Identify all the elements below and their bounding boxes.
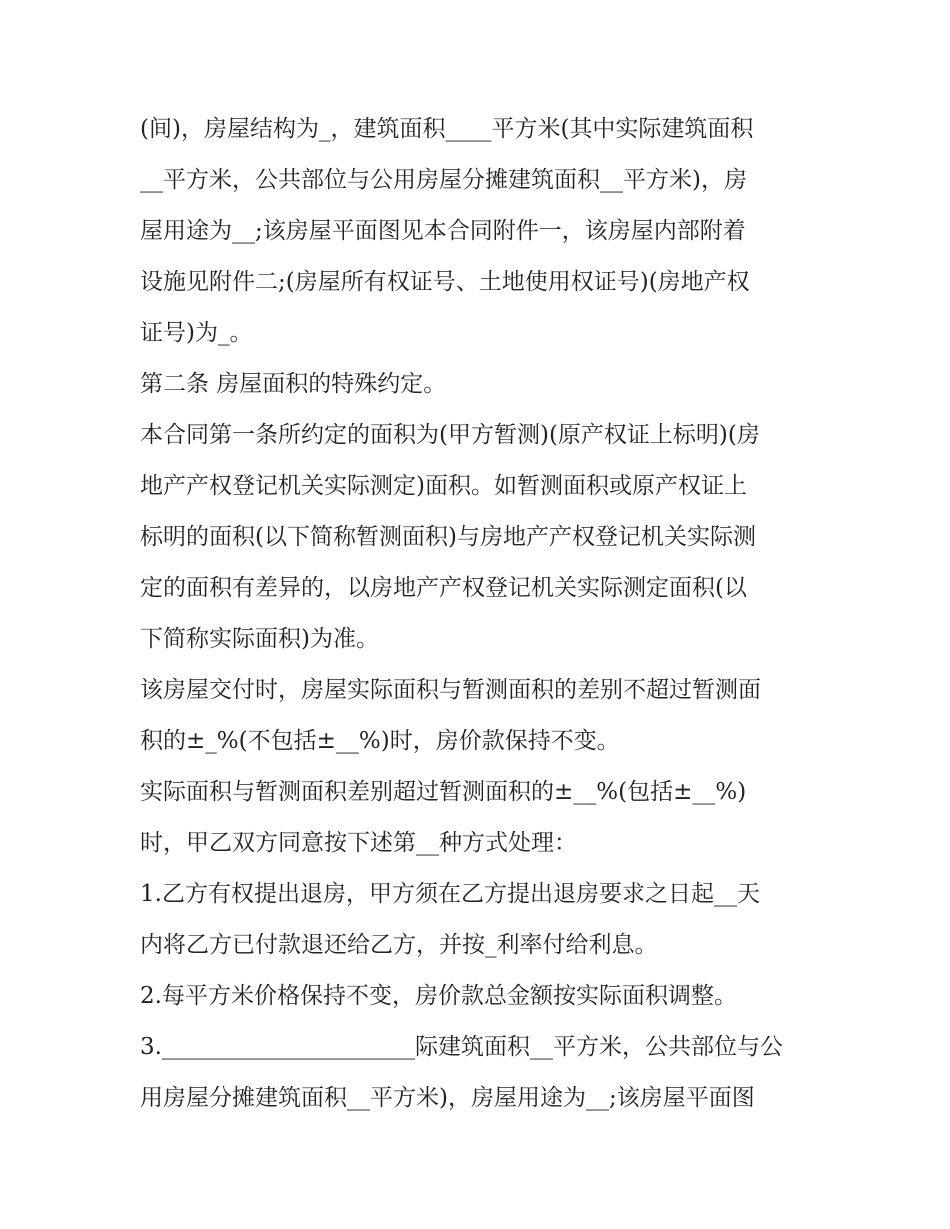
text-line: 实际面积与暂测面积差别超过暂测面积的±__%(包括±__%) bbox=[140, 779, 747, 805]
text-line: 证号)为_。 bbox=[140, 320, 253, 346]
text-line: 用房屋分摊建筑面积__平方米)，房屋用途为__;该房屋平面图 bbox=[140, 1085, 755, 1111]
list-item: 2.每平方米价格保持不变，房价款总金额按实际面积调整。 bbox=[140, 983, 737, 1009]
text-line: 下简称实际面积)为准。 bbox=[140, 626, 379, 652]
text-line: 本合同第一条所约定的面积为(甲方暂测)(原产权证上标明)(房 bbox=[140, 422, 760, 448]
text-line: 设施见附件二;(房屋所有权证号、土地使用权证号)(房地产权 bbox=[140, 269, 750, 295]
text-line: 地产产权登记机关实际测定)面积。如暂测面积或原产权证上 bbox=[140, 473, 747, 499]
text-line: __平方米，公共部位与公用房屋分摊建筑面积__平方米)，房 bbox=[140, 167, 747, 193]
text-line: 积的±_%(不包括±__%)时，房价款保持不变。 bbox=[140, 728, 620, 754]
section-heading: 第二条 房屋面积的特殊约定。 bbox=[140, 371, 447, 397]
text-line: 标明的面积(以下简称暂测面积)与房地产产权登记机关实际测 bbox=[140, 524, 756, 550]
text-line: 内将乙方已付款退还给乙方，并按_利率付给利息。 bbox=[140, 932, 658, 958]
document-body bbox=[140, 104, 810, 1124]
text-line: (间)，房屋结构为_，建筑面积____平方米(其中实际建筑面积 bbox=[140, 116, 754, 142]
text-line: 屋用途为__;该房屋平面图见本合同附件一，该房屋内部附着 bbox=[140, 218, 746, 244]
text-line: 该房屋交付时，房屋实际面积与暂测面积的差别不超过暂测面 bbox=[140, 677, 761, 703]
text-line: 时，甲乙双方同意按下述第__种方式处理： bbox=[140, 830, 577, 856]
text-line: 定的面积有差异的，以房地产产权登记机关实际测定面积(以 bbox=[140, 575, 747, 601]
list-item: 3.______________________际建筑面积__平方米，公共部位与公 bbox=[140, 1034, 783, 1060]
list-item: 1.乙方有权提出退房，甲方须在乙方提出退房要求之日起__天 bbox=[140, 881, 760, 907]
